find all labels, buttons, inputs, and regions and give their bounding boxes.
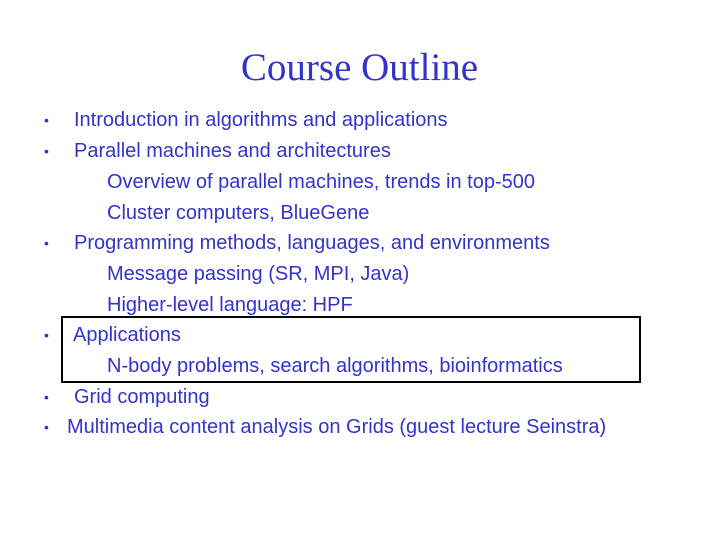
outline-subitem-overview: Overview of parallel machines, trends in top-500 bbox=[107, 171, 535, 193]
bullet-icon: • bbox=[44, 389, 49, 405]
outline-subitem-cluster: Cluster computers, BlueGene bbox=[107, 202, 370, 224]
slide-title: Course Outline bbox=[240, 46, 479, 89]
outline-item-parallel-machines: Parallel machines and architectures bbox=[74, 140, 391, 162]
outline-subitem-message-passing: Message passing (SR, MPI, Java) bbox=[107, 263, 410, 285]
outline-subitem-hpf: Higher-level language: HPF bbox=[107, 294, 353, 316]
outline-item-introduction: Introduction in algorithms and applications bbox=[74, 109, 448, 131]
bullet-icon: • bbox=[44, 419, 49, 435]
bullet-icon: • bbox=[44, 143, 49, 159]
bullet-icon: • bbox=[44, 327, 49, 343]
outline-item-multimedia: Multimedia content analysis on Grids (guest lecture Seinstra) bbox=[67, 416, 607, 438]
bullet-icon: • bbox=[44, 112, 49, 128]
outline-subitem-nbody: N-body problems, search algorithms, bioinformatics bbox=[107, 355, 563, 377]
outline-item-applications: Applications bbox=[73, 324, 181, 346]
outline-item-grid-computing: Grid computing bbox=[74, 386, 210, 408]
bullet-icon: • bbox=[44, 235, 49, 251]
outline-item-programming-methods: Programming methods, languages, and environments bbox=[74, 232, 550, 254]
